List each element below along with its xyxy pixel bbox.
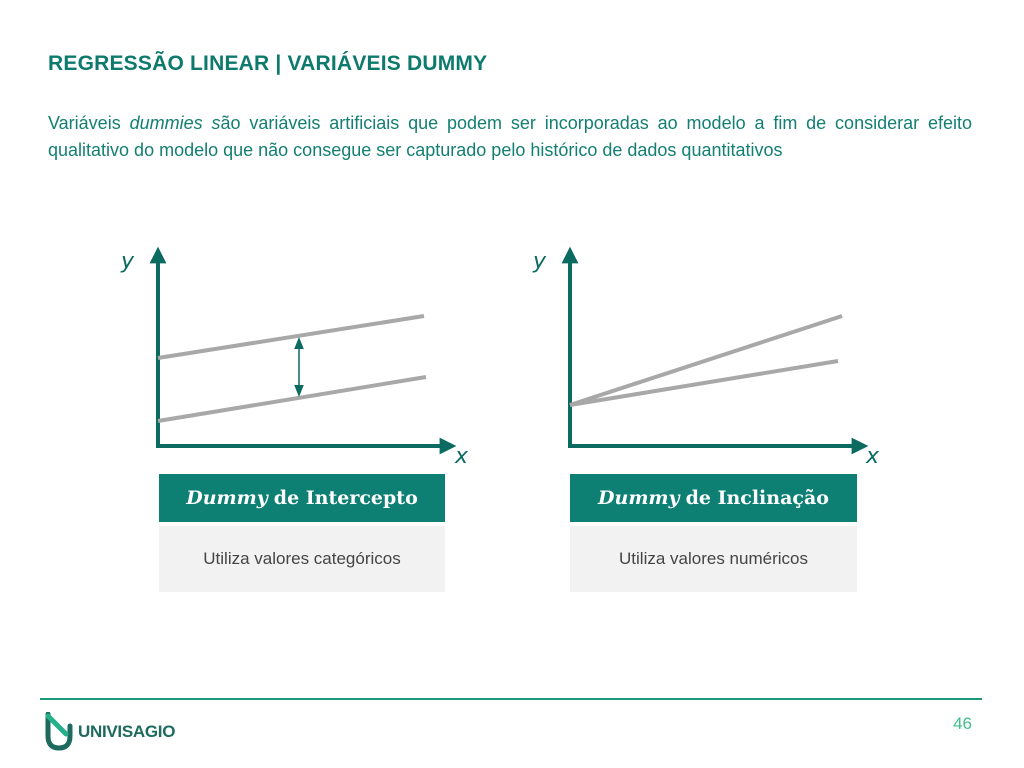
intro-text-emphasis: dummies s [129,113,221,133]
slope-diagram [532,249,880,469]
y-axis-label: y [121,249,135,274]
intro-text-before: Variáveis [48,113,130,133]
upper-regression-line [158,316,424,358]
x-axis-label: x [455,444,469,469]
steep-regression-line [570,316,842,405]
slope-box-body: Utiliza valores numéricos [570,526,857,592]
flat-regression-line [570,361,838,405]
slope-box-header [570,474,857,522]
page-number: 46 [953,714,972,733]
x-axis-label: x [866,444,880,469]
footer-divider [40,698,982,700]
univisagio-logo [44,712,175,752]
page-title: REGRESSÃO LINEAR | VARIÁVEIS DUMMY [48,52,488,75]
intercept-box-header-emphasis: Dummy [186,487,268,509]
intercept-box-body: Utiliza valores categóricos [159,526,445,592]
intercept-box-header-text: de Intercepto [273,487,418,509]
intercept-box-header [159,474,445,522]
y-axis-label: y [533,249,547,274]
intro-text-after: ão variáveis artificiais que podem ser incorporadas ao modelo a fim de considerar efeito qualitativo do modelo que não consegue ser capturado pelo histórico de dados quantitativos [48,113,972,160]
lower-regression-line [158,377,426,421]
univisagio-mark-icon [44,712,74,752]
logo-text: UNIVISAGIO [78,722,176,741]
intercept-diagram [120,249,469,469]
slope-box-header-text: de Inclinação [685,487,829,509]
slope-box-header-emphasis: Dummy [598,487,680,509]
